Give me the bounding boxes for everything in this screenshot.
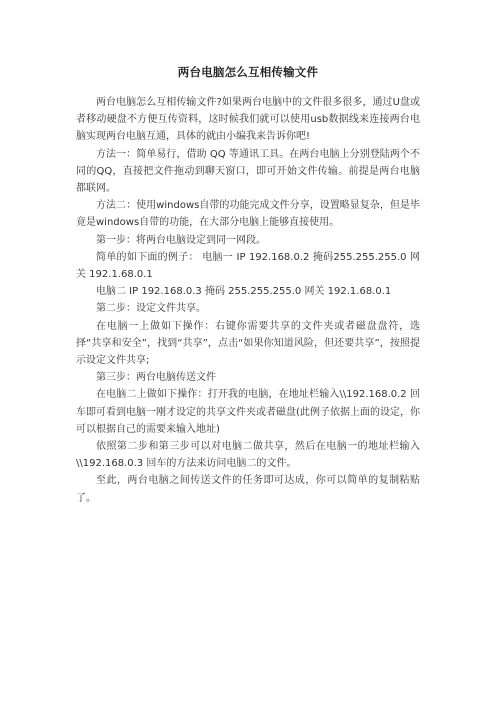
conclusion-paragraph: 至此，两台电脑之间传送文件的任务即可达成，你可以简单的复制粘贴了。 bbox=[76, 475, 420, 504]
document-body bbox=[76, 94, 420, 507]
document-title: 两台电脑怎么互相传输文件 bbox=[177, 65, 319, 79]
example-computer-two: 电脑二 IP 192.168.0.3 掩码 255.255.255.0 网关 192.1.68.0.1 bbox=[96, 286, 392, 298]
method-one-paragraph: 方法一：简单易行，借助 QQ 等通讯工具。在两台电脑上分别登陆两个不同的QQ，直接把文件拖动到聊天窗口，即可开始文件传输。前提是两台电脑都联网。 bbox=[76, 148, 420, 195]
method-two-paragraph: 方法二：使用windows自带的功能完成文件分享，设置略显复杂，但是毕竟是windows自带的功能，在大部分电脑上能够直接使用。 bbox=[76, 200, 420, 229]
reverse-share-paragraph: 依照第二步和第三步可以对电脑二做共享，然后在电脑一的地址栏输入\\192.168.0.3 回车的方法来访问电脑二的文件。 bbox=[76, 441, 420, 470]
example-computer-one: 简单的如下面的例子： 电脑一 IP 192.168.0.2 掩码255.255.255.0 网关 192.1.68.0.1 bbox=[76, 251, 420, 281]
intro-paragraph: 两台电脑怎么互相传输文件?如果两台电脑中的文件很多很多，通过U盘或者移动硬盘不方便互传资料，这时候我们就可以使用usb数据线来连接两台电脑实现两台电脑互通，具体的就由小编我来告诉你吧! bbox=[76, 97, 420, 143]
step-two-instructions: 在电脑一上做如下操作：右键你需要共享的文件夹或者磁盘盘符，选择“共享和安全”，找到“共享”，点击“如果你知道风险，但还要共享”，按照提示设定文件共享; bbox=[76, 320, 420, 367]
step-three-instructions: 在电脑二上做如下操作：打开我的电脑，在地址栏输入\\192.168.0.2 回车即可看到电脑一刚才设定的共享文件夹或者磁盘(此例子依据上面的设定，你可以根据自己的需要来输入地址) bbox=[76, 389, 420, 435]
step-three-heading: 第三步：两台电脑传送文件 bbox=[96, 372, 216, 384]
step-two-heading: 第二步：设定文件共享。 bbox=[96, 303, 206, 315]
step-one-heading: 第一步：将两台电脑设定到同一网段。 bbox=[96, 234, 266, 246]
